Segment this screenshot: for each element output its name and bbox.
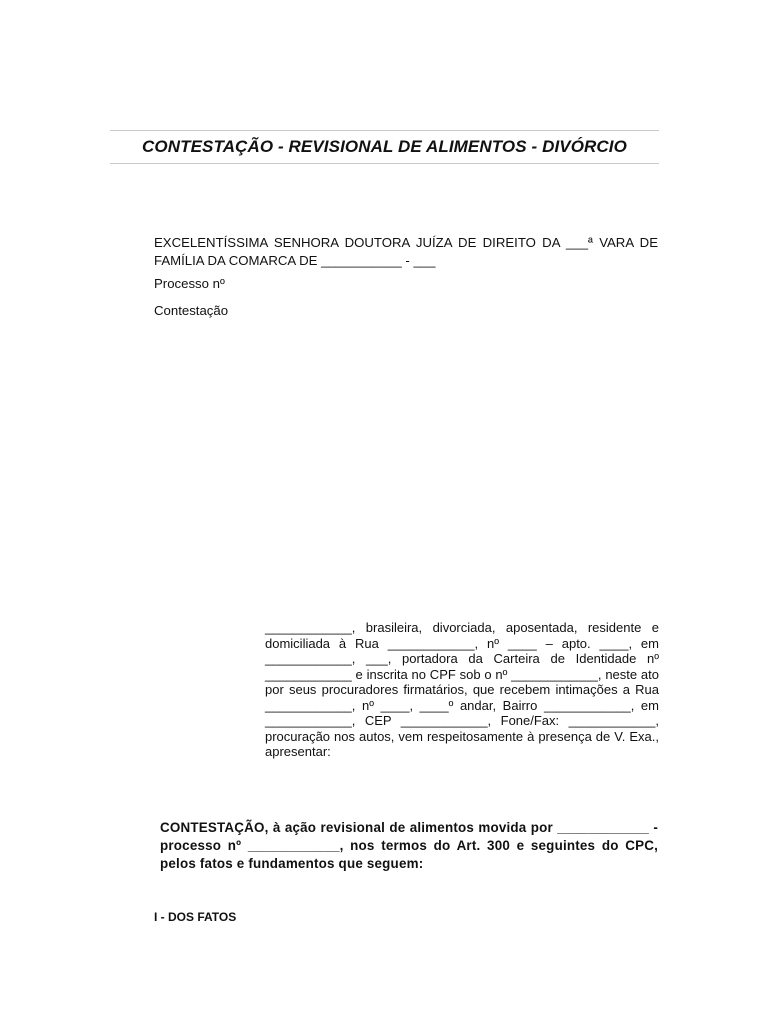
contestation-lead-paragraph: CONTESTAÇÃO, à ação revisional de alimentos movida por ____________ - processo nº ____________, nos termos do Art. 300 e seguintes do CPC, pelos fatos e fundamentos que seguem: bbox=[160, 820, 658, 871]
qualification-paragraph: ____________, brasileira, divorciada, aposentada, residente e domiciliada à Rua ____________, nº ____ – apto. ____, em ____________, ___, portadora da Carteira de Identidade nº ____________ e inscrita no CPF sob o nº ____________, neste ato por seus procuradores firmatários, que recebem intimações a Rua ____________, nº ____, ____º andar, Bairro ____________, em ____________, CEP ____________, Fone/Fax: ____________, procuração nos autos, vem respeitosamente à presença de V. Exa., apresentar: bbox=[265, 620, 659, 759]
document-title: CONTESTAÇÃO - REVISIONAL DE ALIMENTOS - DIVÓRCIO bbox=[142, 137, 627, 156]
contestation-label: Contestação bbox=[154, 303, 229, 318]
title-bottom-rule bbox=[110, 163, 659, 164]
process-number-label: Processo nº bbox=[154, 276, 225, 291]
addressee-paragraph: EXCELENTÍSSIMA SENHORA DOUTORA JUÍZA DE DIREITO DA ___ª VARA DE FAMÍLIA DA COMARCA DE ___________ - ___ bbox=[154, 235, 658, 268]
title-top-rule bbox=[110, 130, 659, 131]
section-heading-facts: I - DOS FATOS bbox=[154, 910, 237, 924]
